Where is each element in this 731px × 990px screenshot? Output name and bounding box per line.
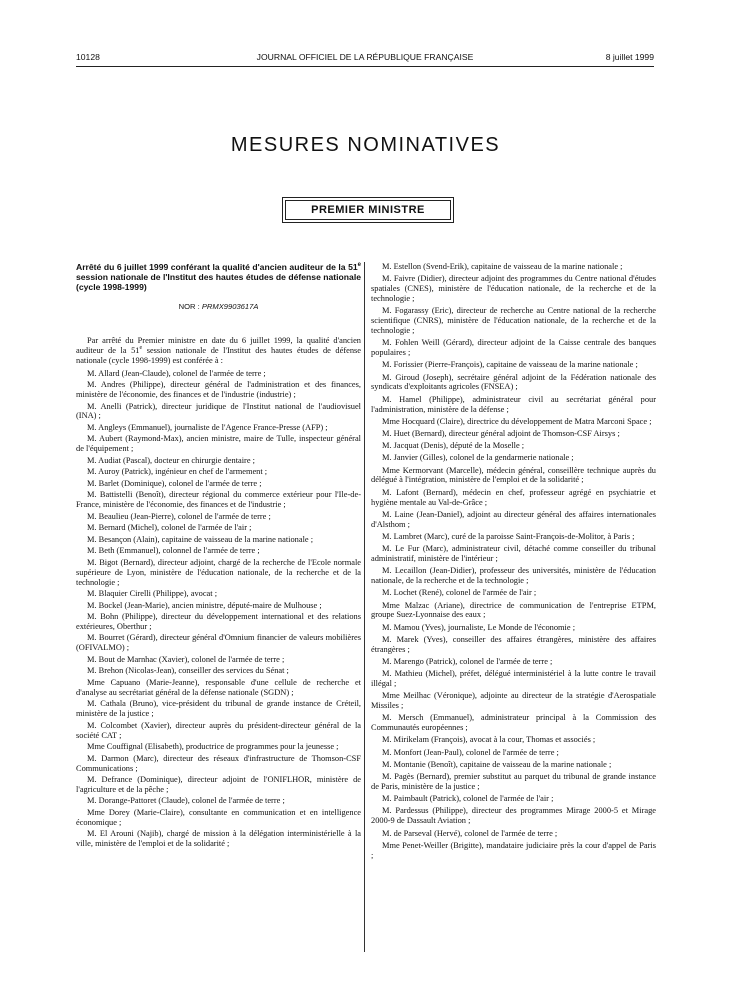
nominee-entry: M. Battistelli (Benoît), directeur régional du commerce extérieur pour l'Ile-de-France, ministère de l'économie, des finances et de l'industrie ; [76,490,361,510]
nominee-entry: M. Giroud (Joseph), secrétaire général adjoint de la Fédération nationale des syndicats d'exploitants agricoles (FNSEA) ; [371,372,656,392]
page-header [76,52,654,66]
nominee-entry: M. Lafont (Bernard), médecin en chef, professeur agrégé en psychiatrie et hygiène mentale au Val-de-Grâce ; [371,487,656,507]
nominee-entry: M. Mersch (Emmanuel), administrateur principal à la Commission des Communautés européennes ; [371,713,656,733]
journal-name: JOURNAL OFFICIEL DE LA RÉPUBLIQUE FRANÇAISE [256,52,474,62]
nominee-entry: M. Montanie (Benoît), capitaine de vaisseau de la marine nationale ; [382,759,612,769]
nominee-entry: M. Pardessus (Philippe), directeur des programmes Mirage 2000-5 et Mirage 2000-9 de Dassault Aviation ; [371,806,656,826]
nominee-entry: M. Paimbault (Patrick), colonel de l'armée de l'air ; [382,794,554,804]
nominee-entry: Mme Couffignal (Elisabeth), productrice de programmes pour la jeunesse ; [87,742,339,752]
nominee-entry: M. Beth (Emmanuel), colonnel de l'armée de terre ; [87,546,260,556]
nominee-entry: M. Bigot (Bernard), directeur adjoint, chargé de la recherche de l'Ecole normale supérieure de Lyon, ministère de l'éducation nationale, de la recherche et de la technologie ; [76,557,361,587]
arrete-title: Arrêté du 6 juillet 1999 conférant la qualité d'ancien auditeur de la 51e session nationale de l'Institut des hautes études de défense nationale (cycle 1998-1999) [76,262,361,292]
nominee-entry: Mme Penet-Weiller (Brigitte), mandataire judiciaire près la cour d'appel de Paris ; [371,840,656,860]
nominee-entry: M. Mathieu (Michel), préfet, délégué interministériel à la lutte contre le travail illégal ; [371,669,656,689]
nominee-entry: M. Aubert (Raymond-Max), ancien ministre, maire de Tulle, inspecteur général de l'équipement ; [76,434,361,454]
nominee-entry: M. Lambret (Marc), curé de la paroisse Saint-François-de-Molitor, à Paris ; [382,531,635,541]
nominee-entry: M. Lochet (René), colonel de l'armée de l'air ; [382,588,537,598]
nominee-entry: M. Le Fur (Marc), administrateur civil, détaché comme conseiller du tribunal administratif, ministère de l'intérieur ; [371,544,656,564]
nominee-entry: M. Beaulieu (Jean-Pierre), colonel de l'armée de terre ; [87,511,271,521]
nominee-entry: Mme Hocquard (Claire), directrice du développement de Matra Marconi Space ; [382,416,652,426]
main-title: MESURES NOMINATIVES [230,134,501,156]
nominee-entry: M. Hamel (Philippe), administrateur civil au secrétariat général pour l'administration, ministère de la défense ; [371,394,656,414]
nominee-entry: Mme Meilhac (Véronique), adjointe au directeur de la stratégie d'Aerospatiale Missiles ; [371,691,656,711]
nominee-entry: M. Bohn (Philippe), directeur du développement international et des relations extérieures, Oberthur ; [76,612,361,631]
nominee-entry: M. de Parseval (Hervé), colonel de l'armée de terre ; [382,828,558,838]
nominee-entry: M. Besançon (Alain), capitaine de vaisseau de la marine nationale ; [87,534,314,544]
issue-date: 8 juillet 1999 [605,52,654,62]
nominee-entry: M. Bernard (Michel), colonel de l'armée de l'air ; [87,523,252,533]
nor-reference: NOR : PRMX9903617A [178,302,259,311]
nominee-entry: M. Monfort (Jean-Paul), colonel de l'armée de terre ; [382,747,559,757]
nominee-entry: Mme Capuano (Marie-Jeanne), responsable d'une cellule de recherche et d'analyse au secrétariat général de la défense nationale (SGDN) ; [76,677,361,697]
nominee-entry: M. Barlet (Dominique), colonel de l'armée de terre ; [87,478,262,488]
left-entries-list [76,369,361,850]
nominee-entry: M. Auroy (Patrick), ingénieur en chef de l'armement ; [87,467,268,477]
arrete-intro: Par arrêté du Premier ministre en date du 6 juillet 1999, la qualité d'ancien auditeur de la 51e session nationale de l'Institut des hautes études de défense nationale (cycle 1998-1999) est conférée à : [76,335,361,365]
header-rule [76,66,654,67]
nominee-entry: Mme Dorey (Marie-Claire), consultante en communication et en intelligence économique ; [76,807,361,827]
page-number: 10128 [76,52,100,62]
nominee-entry: M. Mirikelam (François), avocat à la cour, Thomas et associés ; [382,735,596,745]
nominee-entry: M. Defrance (Dominique), directeur adjoint de l'ONIFLHOR, ministère de l'agriculture et de la pêche ; [76,775,361,794]
nominee-entry: M. Andres (Philippe), directeur général de l'administration et des finances, ministère de l'économie, des finances et de l'industrie (industrie) ; [76,380,361,400]
left-column [76,262,361,851]
nominee-entry: M. Audiat (Pascal), docteur en chirurgie dentaire ; [87,455,255,465]
nominee-entry: M. Fohlen Weill (Gérard), directeur adjoint de la Caisse centrale des banques populaires ; [371,338,656,358]
nominee-entry: M. Cathala (Bruno), vice-président du tribunal de grande instance de Créteil, ministère de la justice ; [76,699,361,719]
nominee-entry: M. Anelli (Patrick), directeur juridique de l'Institut national de l'audiovisuel (INA) ; [76,401,361,421]
nominee-entry: M. Marengo (Patrick), colonel de l'armée de terre ; [382,656,553,666]
nominee-entry: M. Mamou (Yves), journaliste, Le Monde de l'économie ; [382,622,576,632]
nominee-entry: Mme Kermorvant (Marcelle), médecin général, conseillère technique auprès du délégué à l'intégration, ministère de l'emploi et de la solidarité ; [371,465,656,485]
nominee-entry: M. Janvier (Gilles), colonel de la gendarmerie nationale ; [382,453,574,463]
nominee-entry: M. Huet (Bernard), directeur général adjoint de Thomson-CSF Airsys ; [382,428,620,438]
nominee-entry: M. Angleys (Emmanuel), journaliste de l'Agence France-Presse (AFP) ; [87,422,328,432]
nominee-entry: M. Jacquat (Denis), député de la Moselle ; [382,441,525,451]
nominee-entry: M. Laine (Jean-Daniel), adjoint au directeur général des affaires internationales d'Alsthom ; [371,509,656,529]
nominee-entry: M. Forissier (Pierre-François), capitaine de vaisseau de la marine nationale ; [382,360,638,370]
nominee-entry: M. Allard (Jean-Claude), colonel de l'armée de terre ; [87,368,266,378]
section-title: PREMIER MINISTRE [285,200,451,220]
nominee-entry: M. Fogarassy (Eric), directeur de recherche au Centre national de la recherche scientifique (CNRS), ministère de l'éducation nationale, de la recherche et de la technologie ; [371,306,656,336]
nominee-entry: Mme Malzac (Ariane), directrice de communication de l'entreprise ETPM, groupe Suez-Lyonnaise des eaux ; [371,600,656,620]
nominee-entry: M. Lecaillon (Jean-Didier), professeur des universités, ministère de l'éducation nationale, de la recherche et de la technologie ; [371,566,656,586]
section-box [282,197,454,223]
nominee-entry: M. Bout de Marnhac (Xavier), colonel de l'armée de terre ; [87,654,285,664]
nominee-entry: M. Faivre (Didier), directeur adjoint des programmes du Centre national d'études spatiales (CNES), ministère de l'éducation nationale, de la recherche et de la technologie ; [371,274,656,304]
column-divider [364,262,365,952]
nominee-entry: M. Darmon (Marc), directeur des réseaux d'infrastructure de Thomson-CSF Communications ; [76,753,361,773]
right-entries-list [371,262,656,861]
nominee-entry: M. Marek (Yves), conseiller des affaires étrangères, ministère des affaires étrangères ; [371,634,656,654]
nominee-entry: M. Brehon (Nicolas-Jean), conseiller des services du Sénat ; [87,666,289,676]
nominee-entry: M. Pagès (Bernard), premier substitut au parquet du tribunal de grande instance de Paris, ministère de la justice ; [371,772,656,791]
nominee-entry: M. El Arouni (Najib), chargé de mission à la délégation interministérielle à la ville, ministère de l'emploi et de la solidarité ; [76,829,361,849]
nominee-entry: M. Blaquier Cirelli (Philippe), avocat ; [87,589,218,599]
nominee-entry: M. Colcombet (Xavier), directeur auprès du président-directeur général de la société CAT ; [76,720,361,740]
right-column [371,262,656,863]
nominee-entry: M. Dorange-Pattoret (Claude), colonel de l'armée de terre ; [87,796,285,806]
nominee-entry: M. Estellon (Svend-Erik), capitaine de vaisseau de la marine nationale ; [382,262,623,271]
nominee-entry: M. Bockel (Jean-Marie), ancien ministre, député-maire de Mulhouse ; [87,600,322,610]
nominee-entry: M. Bourret (Gérard), directeur général d'Omnium financier de valeurs mobilières (OFIVALMO) ; [76,633,361,653]
